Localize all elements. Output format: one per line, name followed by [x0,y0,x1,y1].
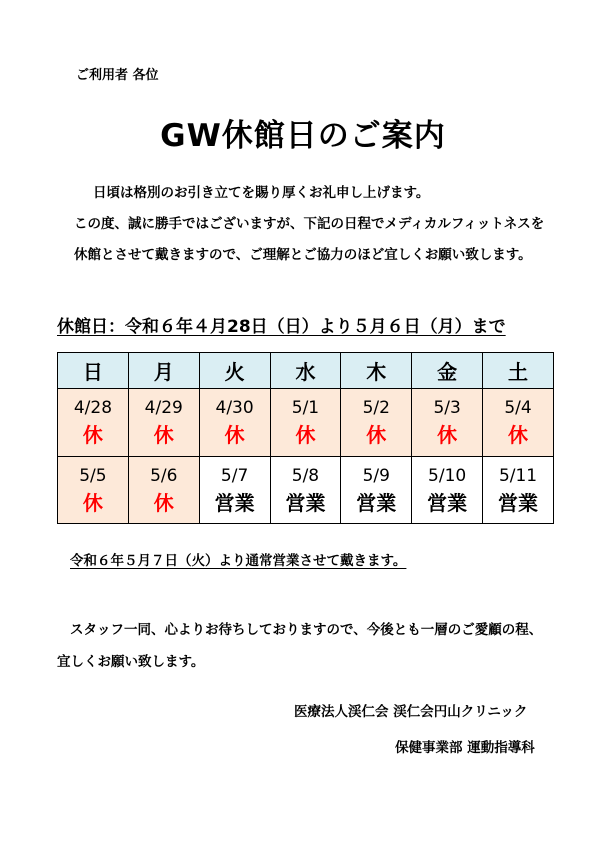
day-status: 営業 [356,490,397,515]
calendar-day-cell [128,456,199,523]
calendar-day-cell [270,456,341,523]
day-status: 休 [295,423,316,448]
signature-department: 保健事業部 運動指導科 [395,740,535,756]
day-status: 営業 [498,490,539,515]
resume-notice: 令和６年５月７日（火）より通常営業させて戴きます。 [70,553,407,569]
calendar-day-cell [412,389,483,456]
day-status: 休 [224,423,245,448]
intro-line: 休館とさせて戴きますので、ご理解とご協力のほど宜しくお願い致します。 [74,247,532,263]
notice-title: GW休館日のご案内 [160,118,446,154]
weekday-mon: 月 [128,353,199,389]
calendar-day-cell [58,389,129,456]
intro-line: この度、誠に勝手ではございますが、下記の日程でメディカルフィットネスを [74,216,545,232]
day-date: 5/9 [362,465,390,486]
weekday-tue: 火 [199,353,270,389]
calendar-day-cell [199,389,270,456]
day-status: 営業 [285,490,326,515]
calendar-week-row [58,389,554,456]
weekday-fri: 金 [412,353,483,389]
day-date: 5/11 [498,465,538,486]
day-status: 営業 [427,490,468,515]
day-date: 4/30 [215,398,254,419]
weekday-wed: 水 [270,353,341,389]
day-status: 休 [82,423,103,448]
calendar-day-cell [483,456,554,523]
closing-line: スタッフ一同、心よりお待ちしておりますので、今後とも一層のご愛顧の程、 [70,622,543,638]
day-date: 4/28 [73,398,113,419]
signature-organization: 医療法人渓仁会 渓仁会円山クリニック [294,704,528,720]
calendar-day-cell [58,456,129,523]
calendar-day-cell [341,389,412,456]
day-date: 5/1 [291,398,320,419]
day-status: 休 [437,423,458,448]
holiday-calendar [57,352,554,524]
calendar-day-cell [128,389,199,456]
day-date: 5/2 [362,398,390,419]
day-date: 5/7 [220,465,249,486]
addressee: ご利用者 各位 [76,68,159,83]
intro-line: 日頃は格別のお引き立てを賜り厚くお礼申し上げます。 [93,185,430,201]
calendar-day-cell [270,389,341,456]
day-status: 休 [508,423,529,448]
weekday-sun: 日 [58,353,129,389]
day-status: 休 [153,490,174,515]
day-status: 休 [153,423,174,448]
closure-period: 休館日：令和６年４月28日（日）より５月６日（月）まで [57,317,506,337]
day-date: 5/6 [150,465,178,486]
calendar-day-cell [199,456,270,523]
day-date: 5/8 [291,465,320,486]
day-date: 5/4 [504,398,532,419]
day-date: 5/10 [428,465,467,486]
weekday-thu: 木 [341,353,412,389]
day-date: 4/29 [144,398,183,419]
day-status: 休 [82,490,103,515]
calendar-day-cell [412,456,483,523]
day-date: 5/5 [79,465,107,486]
calendar-week-row [58,456,554,523]
day-date: 5/3 [433,398,461,419]
day-status: 休 [366,423,387,448]
closing-line: 宜しくお願い致します。 [57,654,205,670]
day-status: 営業 [214,490,255,515]
weekday-header-row [58,353,554,389]
weekday-sat: 土 [483,353,554,389]
calendar-day-cell [483,389,554,456]
calendar-day-cell [341,456,412,523]
